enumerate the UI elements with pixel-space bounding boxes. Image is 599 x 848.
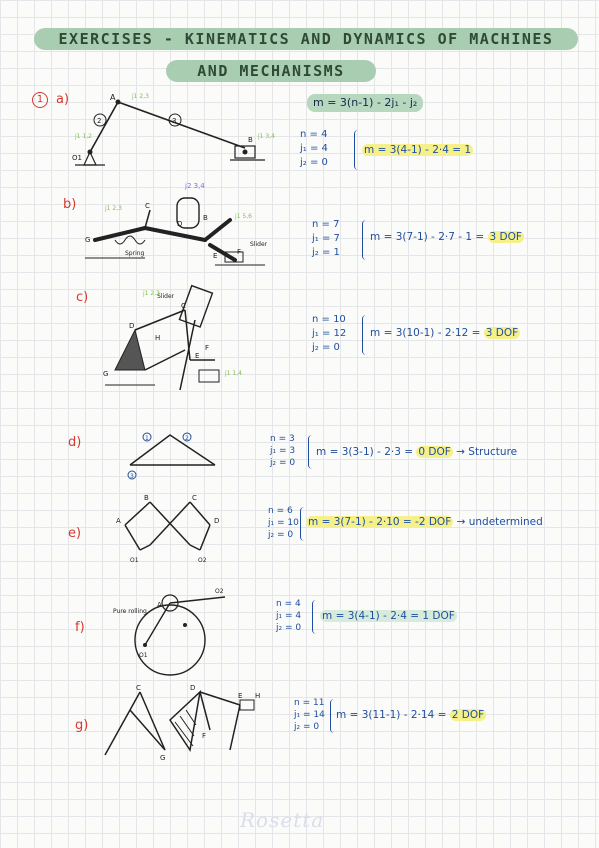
equation-a: m = 3(4-1) - 2·4 = 1	[364, 144, 472, 156]
equation-e: m = 3(7-1) - 2·10 = -2 DOF → undetermined	[308, 516, 543, 528]
equation-d: m = 3(3-1) - 2·3 = 0 DOF → Structure	[316, 446, 518, 458]
equation-g: m = 3(11-1) - 2·14 = 2 DOF	[336, 709, 485, 721]
svg-text:H: H	[155, 334, 161, 342]
label-a-A: A	[110, 93, 116, 102]
brace-b	[362, 220, 367, 260]
svg-text:F: F	[202, 732, 207, 740]
svg-text:j1 1,2: j1 1,2	[75, 133, 92, 140]
svg-text:Slider: Slider	[250, 241, 268, 248]
brace-g	[330, 699, 335, 733]
svg-text:Slider: Slider	[157, 293, 175, 300]
svg-text:O1: O1	[72, 154, 82, 162]
svg-text:2: 2	[185, 435, 189, 442]
svg-text:C: C	[192, 494, 197, 502]
svg-text:A: A	[157, 601, 162, 609]
svg-text:O2: O2	[215, 588, 224, 595]
vars-c: n = 10 j₁ = 12 j₂ = 0	[312, 314, 347, 353]
svg-text:B: B	[248, 136, 253, 144]
svg-text:H: H	[255, 692, 261, 700]
exercise-label-g: g)	[75, 718, 89, 733]
svg-text:j2 3,4: j2 3,4	[185, 182, 205, 190]
svg-text:C: C	[136, 684, 141, 692]
svg-text:G: G	[85, 236, 91, 244]
svg-text:C: C	[181, 302, 186, 310]
svg-text:D: D	[190, 684, 196, 692]
vars-a: n = 4 j₁ = 4 j₂ = 0	[300, 129, 328, 168]
svg-text:D: D	[177, 220, 183, 228]
svg-text:j1 1,4: j1 1,4	[225, 370, 242, 377]
exercise-label-d: d)	[68, 435, 82, 450]
section-number: 1	[32, 92, 48, 108]
formula-box: m = 3(n-1) - 2j₁ - j₂	[307, 94, 423, 112]
vars-f: n = 4 j₁ = 4 j₂ = 0	[276, 599, 302, 633]
brace-d	[308, 435, 313, 469]
mechanism-diagram-b	[85, 180, 275, 275]
mechanism-diagram-g	[90, 680, 270, 780]
vars-b: n = 7 j₁ = 7 j₂ = 1	[312, 219, 340, 258]
svg-text:j1 2,3: j1 2,3	[143, 290, 160, 297]
svg-text:E: E	[213, 252, 218, 260]
svg-text:G: G	[103, 370, 109, 378]
svg-text:j1 2,3: j1 2,3	[132, 93, 149, 100]
svg-text:j1 2,3: j1 2,3	[105, 205, 122, 212]
exercise-label-e: e)	[68, 526, 82, 541]
exercise-label-f: f)	[75, 620, 85, 635]
watermark: Rosetta	[240, 808, 325, 832]
svg-text:2: 2	[97, 117, 102, 125]
title-line-2: AND MECHANISMS	[166, 60, 376, 82]
brace-e	[300, 507, 305, 541]
vars-g: n = 11 j₁ = 14 j₂ = 0	[294, 698, 325, 732]
svg-text:3: 3	[130, 473, 134, 480]
svg-text:B: B	[203, 214, 208, 222]
svg-text:O1: O1	[130, 557, 139, 564]
brace-c	[362, 315, 367, 355]
svg-text:Pure rolling: Pure rolling	[113, 608, 147, 615]
svg-text:F: F	[237, 248, 242, 256]
mechanism-diagram-a	[70, 90, 275, 185]
svg-text:E: E	[238, 692, 243, 700]
brace-a	[354, 130, 359, 170]
mechanism-diagram-c	[95, 280, 245, 400]
mechanism-diagram-f	[115, 585, 235, 680]
equation-b: m = 3(7-1) - 2·7 - 1 = 3 DOF	[370, 231, 522, 243]
svg-text:3: 3	[172, 117, 177, 125]
equation-c: m = 3(10-1) - 2·12 = 3 DOF	[370, 327, 519, 339]
svg-text:A: A	[116, 517, 121, 525]
exercise-label-b: b)	[63, 197, 77, 212]
svg-text:j1 3,4: j1 3,4	[258, 133, 275, 140]
svg-text:j1 5,6: j1 5,6	[235, 213, 252, 220]
svg-text:F: F	[205, 344, 210, 352]
svg-text:O2: O2	[198, 557, 207, 564]
svg-text:D: D	[214, 517, 220, 525]
svg-text:1: 1	[145, 435, 149, 442]
svg-text:G: G	[160, 754, 166, 762]
exercise-label-c: c)	[76, 290, 89, 305]
mechanism-diagram-d	[120, 425, 230, 480]
svg-text:B: B	[144, 494, 149, 502]
vars-d: n = 3 j₁ = 3 j₂ = 0	[270, 434, 296, 468]
brace-f	[312, 600, 317, 634]
mechanism-diagram-e	[110, 490, 230, 570]
svg-text:O1: O1	[139, 652, 148, 659]
equation-f: m = 3(4-1) - 2·4 = 1 DOF	[322, 610, 455, 622]
svg-text:E: E	[195, 352, 200, 360]
svg-text:D: D	[129, 322, 135, 330]
vars-e: n = 6 j₁ = 10 j₂ = 0	[268, 506, 299, 540]
title-line-1: EXERCISES - KINEMATICS AND DYNAMICS OF MACHINES	[34, 28, 578, 50]
svg-text:C: C	[145, 202, 150, 210]
exercise-label-a: a)	[56, 92, 70, 107]
svg-text:Spring: Spring	[125, 250, 145, 257]
